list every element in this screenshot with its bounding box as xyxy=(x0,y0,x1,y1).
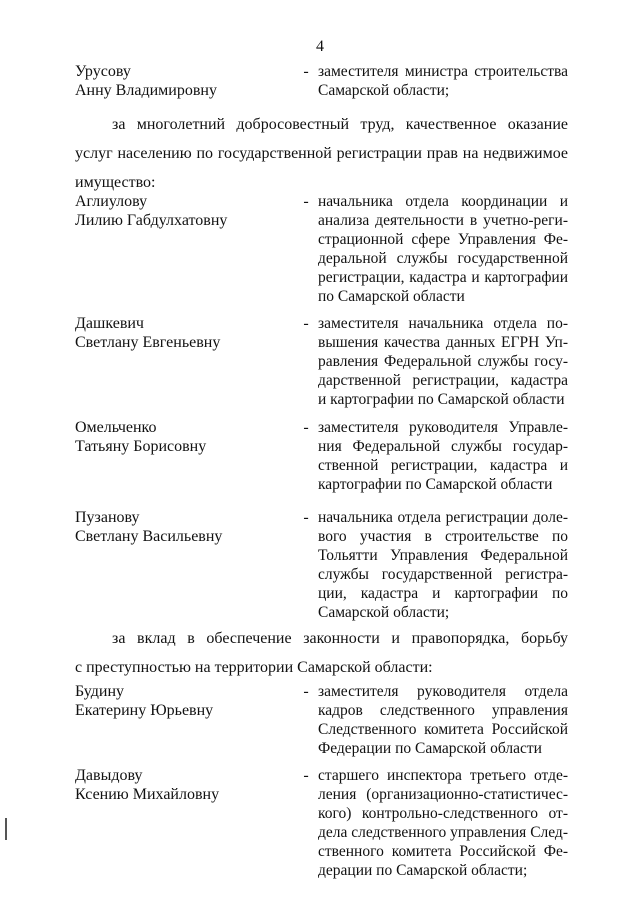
position-line: анализа деятельности в учетно-реги- xyxy=(318,212,568,229)
award-reason-paragraph xyxy=(75,110,568,197)
person-name xyxy=(75,508,295,546)
position-text xyxy=(318,192,568,306)
position-line: страционной сфере Управления Фе- xyxy=(318,231,568,248)
name-line: Светлану Васильевну xyxy=(75,528,223,545)
name-line: Давыдову xyxy=(75,767,143,784)
position-text xyxy=(318,314,568,409)
position-line: службы государственной регистра- xyxy=(318,566,568,583)
position-line: старшего инспектора третьего отде- xyxy=(318,767,568,784)
dash-separator: - xyxy=(303,683,309,700)
paragraph-line: за вклад в обеспечение законности и правопорядка, борьбу xyxy=(112,630,568,647)
paragraph-line: за многолетний добросовестный труд, качественное оказание xyxy=(112,116,568,133)
name-line: Аглиулову xyxy=(75,193,148,210)
position-text xyxy=(318,62,568,100)
position-text xyxy=(318,766,568,880)
dash-separator: - xyxy=(303,767,309,784)
position-line: ственной регистрации, кадастра и xyxy=(318,457,568,474)
dash-separator: - xyxy=(303,419,309,436)
paragraph-line: с преступностью на территории Самарской области: xyxy=(75,659,433,676)
name-line: Дашкевич xyxy=(75,315,144,332)
position-line: по Самарской области xyxy=(318,288,465,305)
position-line: ции, кадастра и картографии по xyxy=(318,585,568,602)
position-line: Самарской области; xyxy=(318,82,450,99)
position-line: начальника отдела координации и xyxy=(318,193,568,210)
name-line: Анну Владимировну xyxy=(75,82,217,99)
position-line: Тольятти Управления Федеральной xyxy=(318,547,568,564)
position-line: вышения качества данных ЕГРН Уп- xyxy=(318,334,568,351)
position-line: равления Федеральной службы госу- xyxy=(318,353,568,370)
scan-margin-mark xyxy=(5,818,7,840)
position-line: и картографии по Самарской области xyxy=(318,391,565,408)
paragraph-line: услуг населению по государственной регистрации прав на недвижимое xyxy=(75,145,568,162)
award-reason-paragraph xyxy=(75,624,568,682)
name-line: Пузанову xyxy=(75,509,140,526)
name-line: Урусову xyxy=(75,63,131,80)
position-line: заместителя руководителя Управле- xyxy=(318,419,568,436)
position-line: дарственной регистрации, кадастра xyxy=(318,372,568,389)
position-line: дерации по Самарской области; xyxy=(318,862,528,879)
position-line: картографии по Самарской области xyxy=(318,476,553,493)
position-line: Самарской области; xyxy=(318,604,450,621)
position-line: Следственного комитета Российской xyxy=(318,721,568,738)
person-name xyxy=(75,314,295,352)
position-line: заместителя министра строительства xyxy=(318,63,568,80)
person-name xyxy=(75,62,295,100)
name-line: Лилию Габдулхатовну xyxy=(75,212,228,229)
position-line: Федерации по Самарской области xyxy=(318,740,542,757)
name-line: Татьяну Борисовну xyxy=(75,438,207,455)
position-line: заместителя начальника отдела по- xyxy=(318,315,568,332)
paragraph-line: имущество: xyxy=(75,174,156,191)
position-line: вого участия в строительстве по xyxy=(318,528,568,545)
name-line: Омельченко xyxy=(75,419,157,436)
position-text xyxy=(318,508,568,622)
name-line: Светлану Евгеньевну xyxy=(75,334,221,351)
dash-separator: - xyxy=(303,63,309,80)
name-line: Ксению Михайловну xyxy=(75,786,220,803)
person-name xyxy=(75,192,295,230)
person-name xyxy=(75,682,295,720)
person-name xyxy=(75,766,295,804)
position-line: ственного комитета Российской Фе- xyxy=(318,843,568,860)
position-line: ления (организационно-статистичес- xyxy=(318,786,568,803)
position-line: ния Федеральной службы государ- xyxy=(318,438,568,455)
position-line: дела следственного управления След- xyxy=(318,824,568,841)
dash-separator: - xyxy=(303,509,309,526)
position-line: деральной службы государственной xyxy=(318,250,568,267)
position-text xyxy=(318,682,568,758)
position-line: кого) контрольно-следственного от- xyxy=(318,805,568,822)
position-line: кадров следственного управления xyxy=(318,702,568,719)
person-name xyxy=(75,418,295,456)
page-number: 4 xyxy=(316,38,324,55)
dash-separator: - xyxy=(303,315,309,332)
position-line: заместителя руководителя отдела xyxy=(318,683,568,700)
position-line: регистрации, кадастра и картографии xyxy=(318,269,568,286)
name-line: Будину xyxy=(75,683,125,700)
position-text xyxy=(318,418,568,494)
name-line: Екатерину Юрьевну xyxy=(75,702,214,719)
position-line: начальника отдела регистрации доле- xyxy=(318,509,568,526)
dash-separator: - xyxy=(303,193,309,210)
